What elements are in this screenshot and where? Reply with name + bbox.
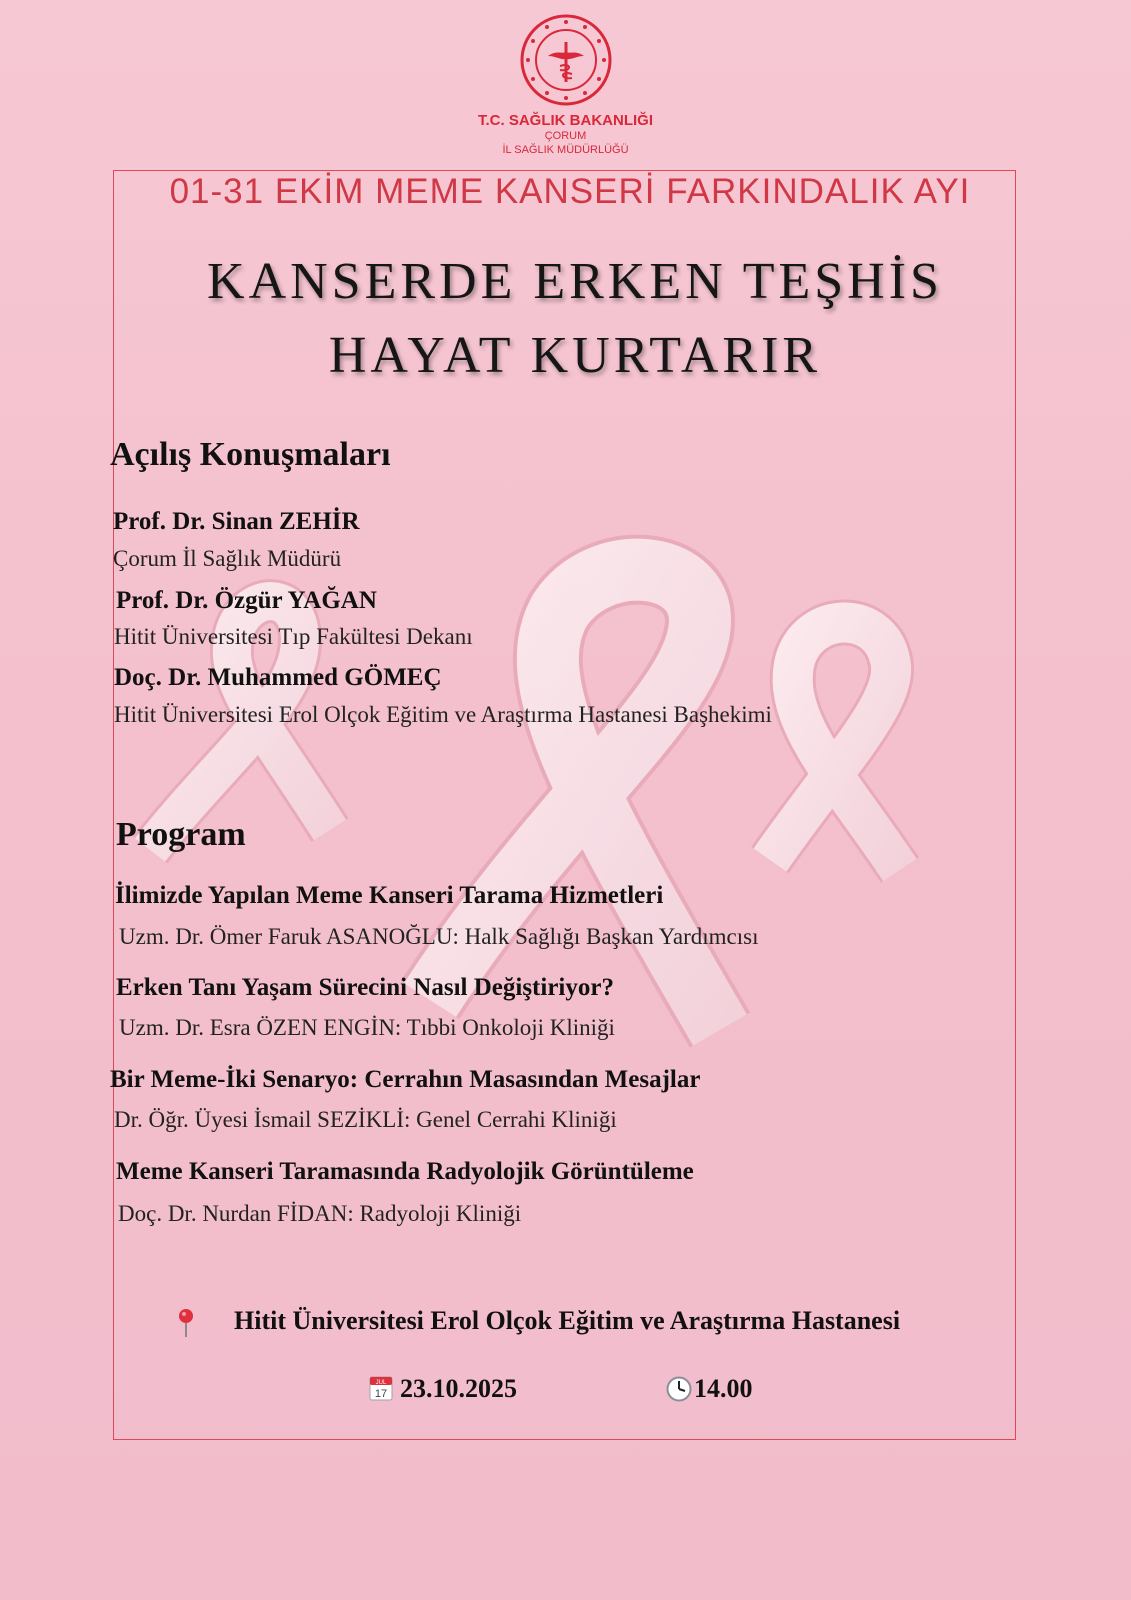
program-topic: Erken Tanı Yaşam Sürecini Nasıl Değiştiriyor? (116, 974, 614, 1001)
event-time: 14.00 (694, 1374, 753, 1403)
speaker-name: Doç. Dr. Muhammed GÖMEÇ (114, 664, 442, 691)
program-topic: İlimizde Yapılan Meme Kanseri Tarama Hizmetleri (115, 882, 664, 909)
program-speaker: Uzm. Dr. Esra ÖZEN ENGİN: Tıbbi Onkoloji Kliniği (119, 1015, 615, 1040)
calendar-day-label: 17 (374, 1388, 388, 1400)
program-speaker: Doç. Dr. Nurdan FİDAN: Radyoloji Kliniği (118, 1201, 522, 1226)
opening-speeches-heading: Açılış Konuşmaları (110, 436, 391, 473)
speaker-role: Hitit Üniversitesi Tıp Fakültesi Dekanı (114, 624, 473, 649)
program-topic: Bir Meme-İki Senaryo: Cerrahın Masasından Mesajlar (110, 1066, 701, 1093)
ministry-name: T.C. SAĞLIK BAKANLIĞI (478, 112, 653, 129)
slogan (140, 245, 1010, 393)
directorate-name: İL SAĞLIK MÜDÜRLÜĞÜ (502, 144, 629, 156)
ministry-emblem-icon (518, 12, 614, 108)
program-heading: Program (116, 816, 246, 853)
awareness-month-title: 01-31 EKİM MEME KANSERİ FARKINDALIK AYI (169, 172, 971, 211)
city-name: ÇORUM (544, 130, 587, 142)
event-date: 23.10.2025 (400, 1374, 517, 1403)
location-pin-icon (178, 1308, 194, 1338)
speaker-role: Çorum İl Sağlık Müdürü (113, 546, 342, 571)
calendar-icon (369, 1375, 393, 1401)
speaker-role: Hitit Üniversitesi Erol Olçok Eğitim ve Araştırma Hastanesi Başhekimi (114, 702, 772, 727)
calendar-month-label: JUL (375, 1380, 387, 1386)
program-speaker: Dr. Öğr. Üyesi İsmail SEZİKLİ: Genel Cerrahi Kliniği (114, 1107, 617, 1132)
ministry-header (0, 12, 1131, 157)
speaker-name: Prof. Dr. Özgür YAĞAN (116, 587, 377, 614)
speaker-name: Prof. Dr. Sinan ZEHİR (113, 508, 360, 535)
slogan-line-2: HAYAT KURTARIR (328, 327, 822, 384)
slogan-line-1: KANSERDE ERKEN TEŞHİS (207, 253, 943, 310)
program-topic: Meme Kanseri Taramasında Radyolojik Görüntüleme (116, 1158, 694, 1185)
program-speaker: Uzm. Dr. Ömer Faruk ASANOĞLU: Halk Sağlığı Başkan Yardımcısı (119, 924, 759, 949)
clock-icon (666, 1376, 692, 1402)
event-venue: Hitit Üniversitesi Erol Olçok Eğitim ve Araştırma Hastanesi (234, 1306, 901, 1335)
